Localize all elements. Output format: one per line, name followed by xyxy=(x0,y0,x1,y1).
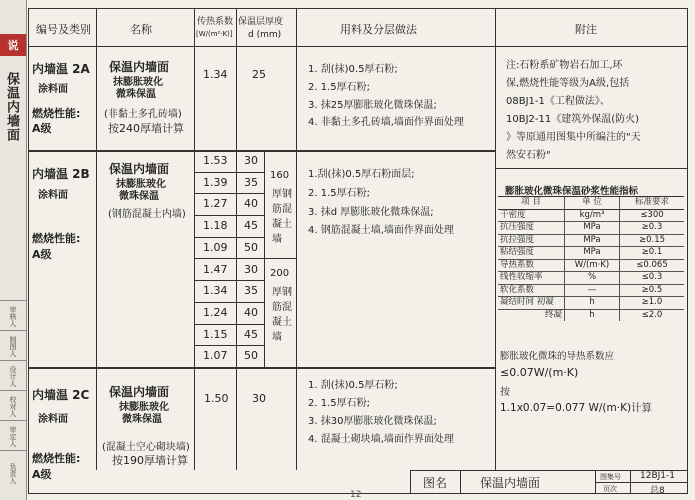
row-code: 内墙温 2C xyxy=(32,388,90,402)
subgrid-row-line xyxy=(194,302,264,303)
note-line: 08BJ1-1《工程做法》、 xyxy=(506,96,610,107)
props-calc: 按 xyxy=(500,387,510,398)
row-material: 抹膨胀玻化 xyxy=(116,179,166,190)
props-row xyxy=(498,309,684,321)
props-cell: MPa xyxy=(565,222,620,235)
row-coef: 1.18 xyxy=(203,219,228,233)
props-cell: 终凝 xyxy=(498,309,565,321)
header-note: 附注 xyxy=(575,23,597,36)
row-thickness: 35 xyxy=(244,175,258,189)
props-cell: 粘结强度 xyxy=(498,247,565,260)
row-step: 3. 抹d 厚膨胀玻化微珠保温; xyxy=(308,207,434,218)
atlas-number: 12BJ1-1 xyxy=(640,471,675,481)
props-row xyxy=(498,272,684,285)
subgrid-row-line xyxy=(194,237,264,238)
props-cell: 干密度 xyxy=(498,209,565,222)
props-cell: 软化系数 xyxy=(498,284,565,297)
props-calc: ≤0.07W/(m·K) xyxy=(500,366,579,379)
row-name: 保温内墙面 xyxy=(109,385,170,399)
props-cell: h xyxy=(565,309,620,321)
signature-cell: 校对人 xyxy=(0,390,26,421)
props-cell: % xyxy=(565,272,620,285)
props-cell: ≥0.1 xyxy=(620,247,685,260)
subgrid-row-line xyxy=(194,193,264,194)
signature-cell: 制图人 xyxy=(0,330,26,361)
col-divider xyxy=(96,8,97,470)
row-thickness: 40 xyxy=(244,305,258,319)
row-fire-label: 燃烧性能: xyxy=(32,452,81,465)
row-thickness: 25 xyxy=(252,68,266,81)
subgrid-row-line xyxy=(194,215,264,216)
row-base: (钢筋混凝土内墙) xyxy=(108,209,186,220)
col-divider xyxy=(296,8,297,470)
props-cell: W/(m·K) xyxy=(565,259,620,272)
row-base: (混凝土空心砌块墙) xyxy=(102,442,190,453)
row-name: 保温内墙面 xyxy=(109,162,170,176)
wall-label: 厚钢 xyxy=(272,189,292,200)
row-coef: 1.09 xyxy=(203,240,228,254)
props-cell: MPa xyxy=(565,234,620,247)
wall-label: 墙 xyxy=(272,332,282,343)
header-coef-unit: [W/(m²·K)] xyxy=(196,30,233,38)
subgrid-row-line xyxy=(194,172,264,173)
row-step: 4. 混凝土砌块墙,墙面作界面处理 xyxy=(308,434,454,445)
header-name: 名称 xyxy=(130,23,152,36)
row-coef: 1.39 xyxy=(203,175,228,189)
row-surface: 涂料面 xyxy=(38,84,68,95)
row-step: 2. 1.5厚石粉; xyxy=(308,82,370,93)
wall-label: 厚钢 xyxy=(272,287,292,298)
row-fire-label: 燃烧性能: xyxy=(32,107,81,120)
col-divider xyxy=(236,8,237,470)
props-cell: ≥0.5 xyxy=(620,284,685,297)
props-cell: 线性收缩率 xyxy=(498,272,565,285)
row-step: 1. 刮(抹)0.5厚石粉; xyxy=(308,64,398,75)
row-surface: 涂料面 xyxy=(38,190,68,201)
props-row xyxy=(498,222,684,235)
row-step: 3. 抹25厚膨胀玻化微珠保温; xyxy=(308,100,437,111)
row-fire-label: 燃烧性能: xyxy=(32,232,81,245)
header-divider xyxy=(28,46,688,47)
row-step: 2. 1.5厚石粉; xyxy=(308,188,370,199)
props-cell: 抗拉强度 xyxy=(498,234,565,247)
header-thickness-unit: d (mm) xyxy=(248,30,282,40)
row-divider xyxy=(28,367,495,369)
row-thickness: 30 xyxy=(252,392,266,405)
col-divider xyxy=(194,8,195,470)
row-surface: 涂料面 xyxy=(38,414,68,425)
page-number: 总8 xyxy=(650,486,665,496)
props-header-cell: 标准要求 xyxy=(620,197,685,210)
row-divider xyxy=(28,150,495,152)
row-thickness: 50 xyxy=(244,240,258,254)
col-divider xyxy=(495,8,496,470)
header-code: 编号及类别 xyxy=(36,23,91,36)
note-line: 保,燃烧性能等级为A级,包括 xyxy=(506,78,630,89)
row-material: 抹膨胀玻化 xyxy=(119,402,169,413)
wall-label: 凝土 xyxy=(272,219,292,230)
note-line: 然安石粉" xyxy=(506,150,551,161)
props-row xyxy=(498,259,684,272)
props-cell: ≥0.3 xyxy=(620,222,685,235)
wall-label: 墙 xyxy=(272,234,282,245)
wall-label: 凝土 xyxy=(272,317,292,328)
note-line: 》等原通用图集中所编注的"天 xyxy=(506,132,641,143)
row-step: 3. 抹30厚膨胀玻化微珠保温; xyxy=(308,416,437,427)
row-step: 1. 刮(抹)0.5厚石粉; xyxy=(308,380,398,391)
row-material: 微珠保温 xyxy=(122,414,162,425)
props-row xyxy=(498,247,684,260)
props-cell: ≤0.3 xyxy=(620,272,685,285)
row-coef: 1.53 xyxy=(203,154,228,167)
props-title: 膨胀玻化微珠保温砂浆性能指标 xyxy=(505,186,639,197)
props-row xyxy=(498,209,684,222)
header-coef: 传热系数 xyxy=(197,17,234,27)
subgrid-row-line xyxy=(194,280,264,281)
footer-page-number: 12 xyxy=(350,490,362,500)
row-step: 2. 1.5厚石粉; xyxy=(308,398,370,409)
props-cell: ≥1.0 xyxy=(620,297,685,310)
row-thickness: 50 xyxy=(244,349,258,363)
signature-cell: 负责人 xyxy=(0,450,26,495)
row-thickness: 45 xyxy=(244,327,258,341)
wall-label: 200 xyxy=(270,268,290,279)
wall-label: 筋混 xyxy=(272,204,292,215)
props-row xyxy=(498,234,684,247)
props-cell: ≤300 xyxy=(620,209,685,222)
sidebar-tag: 说 xyxy=(0,34,26,56)
props-cell: ≤2.0 xyxy=(620,309,685,321)
title-block-divider xyxy=(460,470,461,494)
props-row xyxy=(498,284,684,297)
props-cell: ≤0.065 xyxy=(620,259,685,272)
row-coef: 1.50 xyxy=(204,392,229,405)
props-table xyxy=(498,196,684,321)
row-thickness: 45 xyxy=(244,219,258,233)
row-coef: 1.34 xyxy=(203,284,228,298)
row-coef: 1.27 xyxy=(203,197,228,211)
row-coef: 1.47 xyxy=(203,262,228,276)
props-cell: 凝结时间 初凝 xyxy=(498,297,565,310)
row-thickness: 35 xyxy=(244,284,258,298)
props-header-cell: 项 目 xyxy=(498,197,565,210)
note-line: 注:石粉系矿物岩石加工,环 xyxy=(506,60,623,71)
sidebar-section-label: 保温内墙面 xyxy=(4,72,19,142)
header-method: 用料及分层做法 xyxy=(340,23,417,36)
signature-cell: 审定人 xyxy=(0,420,26,451)
signature-cell: 设计人 xyxy=(0,360,26,391)
row-fire-value: A级 xyxy=(32,122,52,135)
subgrid-divider xyxy=(194,258,296,259)
row-thickness: 30 xyxy=(244,154,258,167)
row-material: 抹膨胀玻化 xyxy=(113,77,163,88)
title-block-divider xyxy=(410,470,411,494)
row-base-note: 按190厚墙计算 xyxy=(112,454,188,467)
props-header-cell: 单 位 xyxy=(565,197,620,210)
row-coef: 1.24 xyxy=(203,305,228,319)
row-fire-value: A级 xyxy=(32,248,52,261)
props-cell: kg/m³ xyxy=(565,209,620,222)
props-cell: h xyxy=(565,297,620,310)
row-base: (非黏土多孔砖墙) xyxy=(104,109,182,120)
row-name: 保温内墙面 xyxy=(109,60,170,74)
row-step: 4. 钢筋混凝土墙,墙面作界面处理 xyxy=(308,225,454,236)
page-label: 页次 xyxy=(603,485,617,493)
props-cell: 抗压强度 xyxy=(498,222,565,235)
subgrid-row-line xyxy=(194,345,264,346)
subgrid-row-line xyxy=(194,324,264,325)
row-step: 4. 非黏土多孔砖墙,墙面作界面处理 xyxy=(308,117,464,128)
row-code: 内墙温 2B xyxy=(32,167,90,181)
props-calc: 膨胀玻化微珠的导热系数应 xyxy=(500,351,615,362)
props-header-row xyxy=(498,197,684,210)
props-cell: ≥0.15 xyxy=(620,234,685,247)
props-cell: MPa xyxy=(565,247,620,260)
wall-label: 筋混 xyxy=(272,302,292,313)
drawing-title: 保温内墙面 xyxy=(480,476,541,490)
props-cell: 导热系数 xyxy=(498,259,565,272)
wall-label: 160 xyxy=(270,170,290,181)
props-calc: 1.1x0.07=0.077 W/(m·K)计算 xyxy=(500,402,653,414)
row-code: 内墙温 2A xyxy=(32,62,90,76)
row-thickness: 30 xyxy=(244,262,258,276)
note-divider xyxy=(495,168,688,169)
note-line: 10BJ2-11《建筑外保温(防火) xyxy=(506,114,640,125)
row-base-note: 按240厚墙计算 xyxy=(108,122,184,135)
row-coef: 1.15 xyxy=(203,327,228,341)
row-material: 微珠保温 xyxy=(116,89,156,100)
row-fire-value: A级 xyxy=(32,468,52,481)
row-material: 微珠保温 xyxy=(119,191,159,202)
signature-cell: 审核人 xyxy=(0,300,26,331)
title-label: 图名 xyxy=(423,476,448,490)
props-row xyxy=(498,297,684,310)
row-coef: 1.07 xyxy=(203,349,228,363)
props-cell: — xyxy=(565,284,620,297)
title-block-divider xyxy=(595,482,688,483)
atlas-label: 图集号 xyxy=(600,473,621,481)
header-thickness: 保温层厚度 xyxy=(238,17,284,27)
row-step: 1.刮(抹)0.5厚石粉面层; xyxy=(308,169,415,180)
row-coef: 1.34 xyxy=(203,68,228,81)
row-thickness: 40 xyxy=(244,197,258,211)
